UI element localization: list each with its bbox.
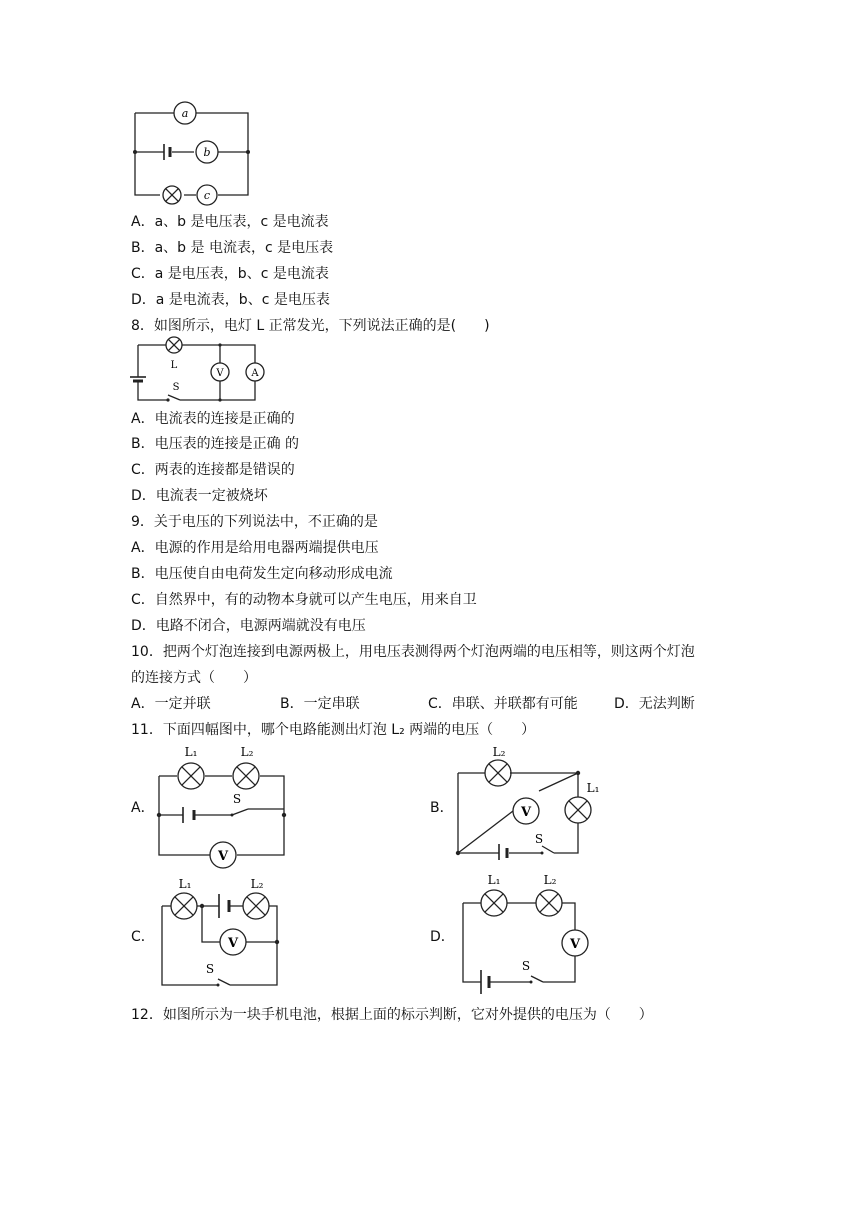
q7-option-a: A．a、b 是电压表，c 是电流表 <box>131 214 329 230</box>
q10-stem-line2: 的连接方式（ ） <box>131 670 257 686</box>
q11a-switch-label: S <box>232 792 242 806</box>
q7-circuit-diagram <box>130 100 255 200</box>
q11b-lamp2-label: L₂ <box>492 745 506 759</box>
q7-option-c: C．a 是电压表，b、c 是电流表 <box>131 266 329 282</box>
q11-figure-a-label: A． <box>131 800 155 816</box>
q11d-lamp2-label: L₂ <box>543 873 557 887</box>
q7-option-b: B．a、b 是 电流表，c 是电压表 <box>131 240 334 256</box>
q7-meter-b-label: b <box>203 146 211 159</box>
q8-circuit-diagram <box>130 337 270 405</box>
q10-option-b: B．一定串联 <box>280 696 360 712</box>
q10-option-c: C．串联、并联都有可能 <box>428 696 578 712</box>
q11-stem: 11．下面四幅图中，哪个电路能测出灯泡 L₂ 两端的电压（ ） <box>131 722 536 738</box>
q11-figure-b-label: B． <box>430 800 454 816</box>
q11d-lamp1-label: L₁ <box>487 873 501 887</box>
q10-option-d: D．无法判断 <box>614 696 695 712</box>
q11-figure-c-label: C． <box>131 929 155 945</box>
q11a-voltmeter-label: V <box>217 849 229 864</box>
q10-options-row <box>131 694 731 714</box>
q8-option-b: B．电压表的连接是正确 的 <box>131 436 300 452</box>
q10-stem-line1: 10．把两个灯泡连接到电源两极上，用电压表测得两个灯泡两端的电压相等，则这两个灯泡 <box>131 644 695 660</box>
q7-meter-a-label: a <box>181 107 189 120</box>
q10-option-a: A．一定并联 <box>131 696 211 712</box>
q8-switch-label: S <box>172 382 180 393</box>
q11a-lamp1-label: L₁ <box>184 745 198 759</box>
q9-stem: 9．关于电压的下列说法中，不正确的是 <box>131 514 378 530</box>
q9-option-c: C．自然界中，有的动物本身就可以产生电压，用来自卫 <box>131 592 477 608</box>
q11c-lamp2-label: L₂ <box>250 877 264 891</box>
q9-option-b: B．电压使自由电荷发生定向移动形成电流 <box>131 566 393 582</box>
q8-option-c: C．两表的连接都是错误的 <box>131 462 295 478</box>
q8-option-d: D．电流表一定被烧坏 <box>131 488 268 504</box>
q11-circuit-d <box>455 872 590 997</box>
q9-option-a: A．电源的作用是给用电器两端提供电压 <box>131 540 379 556</box>
q11a-lamp2-label: L₂ <box>240 745 254 759</box>
q7-option-d: D．a 是电流表，b、c 是电压表 <box>131 292 330 308</box>
q11-figure-d-label: D． <box>430 929 455 945</box>
q11d-switch-label: S <box>521 959 531 973</box>
q11-circuit-a <box>150 742 295 862</box>
q11c-lamp1-label: L₁ <box>178 877 192 891</box>
q11b-voltmeter-label: V <box>520 805 532 820</box>
q12-stem: 12．如图所示为一块手机电池，根据上面的标示判断，它对外提供的电压为（ ） <box>131 1007 653 1023</box>
q8-stem: 8．如图所示，电灯 L 正常发光，下列说法正确的是( ) <box>131 318 490 334</box>
q8-voltmeter-label: V <box>216 368 224 379</box>
q9-option-d: D．电路不闭合，电源两端就没有电压 <box>131 618 366 634</box>
q11c-switch-label: S <box>205 962 215 976</box>
q11b-lamp1-label: L₁ <box>586 781 600 795</box>
q8-lamp-label: L <box>170 360 178 371</box>
q11d-voltmeter-label: V <box>569 937 581 952</box>
q11-circuit-c <box>152 872 287 992</box>
q11-circuit-b <box>452 742 602 862</box>
q8-option-a: A．电流表的连接是正确的 <box>131 411 295 427</box>
q11b-switch-label: S <box>534 832 544 846</box>
q8-ammeter-label: A <box>251 368 259 379</box>
q7-meter-c-label: c <box>203 189 211 202</box>
q11c-voltmeter-label: V <box>227 936 239 951</box>
